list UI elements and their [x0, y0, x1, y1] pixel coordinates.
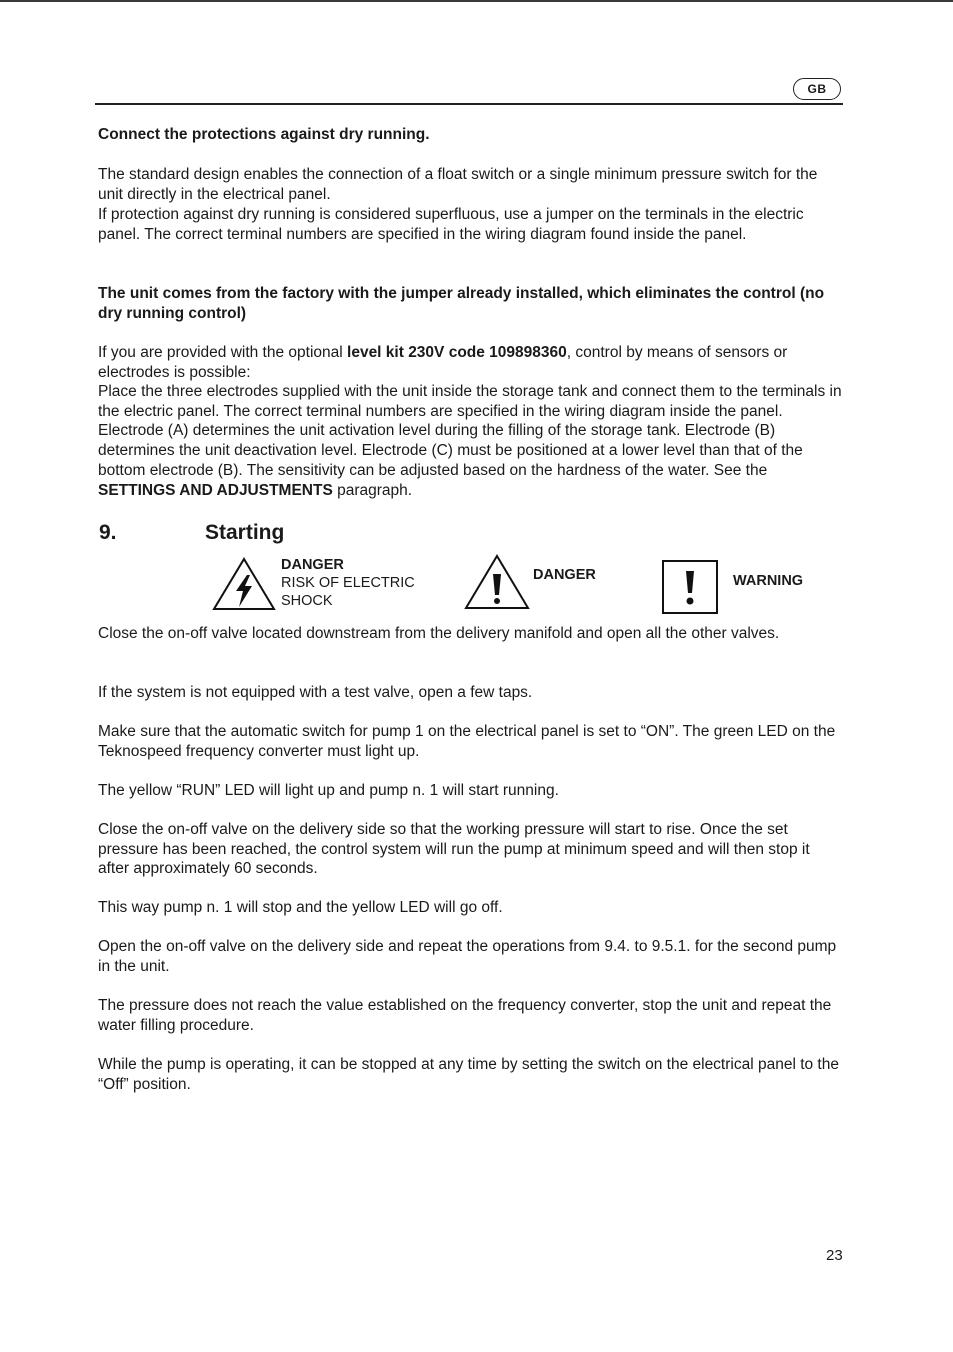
warning-label: WARNING: [733, 573, 804, 589]
starting-paragraph-3: Make sure that the automatic switch for pump 1 on the electrical panel is set to “ON”. The green LED on the Teknospeed frequency converter must light up.: [98, 723, 836, 760]
starting-paragraph-5: Close the on-off valve on the delivery side so that the working pressure will start to rise. Once the set pressure has been reached, the control system will run the pump at minimum speed and will then stop it after approximately 60 seconds.: [98, 821, 810, 878]
top-edge-rule: [0, 0, 953, 2]
warning-box-icon: [662, 560, 718, 614]
section-title: Starting: [205, 521, 285, 544]
level-kit-code: level kit 230V code 109898360: [347, 344, 567, 361]
language-badge: GB: [793, 78, 841, 100]
protection-paragraph-1: The standard design enables the connection of a float switch or a single minimum pressure switch for the unit directly in the electrical panel.: [98, 166, 818, 203]
level-kit-text-pre: If you are provided with the optional: [98, 344, 348, 361]
page-number: 23: [826, 1247, 843, 1264]
starting-paragraph-2: If the system is not equipped with a test valve, open a few taps.: [98, 684, 533, 701]
electrodes-text-end: paragraph.: [332, 481, 413, 499]
header-rule: [95, 103, 843, 105]
electrodes-paragraph: [98, 382, 843, 500]
electric-shock-danger-word: DANGER: [281, 557, 344, 573]
electric-shock-warning-icon: [212, 556, 276, 612]
starting-paragraph-1: Close the on-off valve located downstream from the delivery manifold and open all the other valves.: [98, 625, 780, 642]
protection-paragraph-2: If protection against dry running is considered superfluous, use a jumper on the terminals in the electric panel. The correct terminal numbers are specified in the wiring diagram found inside the panel.: [98, 206, 804, 243]
starting-paragraph-4: The yellow “RUN” LED will light up and pump n. 1 will start running.: [98, 782, 559, 799]
starting-paragraph-6: This way pump n. 1 will stop and the yellow LED will go off.: [98, 899, 503, 916]
factory-jumper-note: The unit comes from the factory with the jumper already installed, which eliminates the control (no dry running control): [98, 285, 825, 322]
starting-paragraph-7: Open the on-off valve on the delivery side and repeat the operations from 9.4. to 9.5.1. for the second pump in the unit.: [98, 938, 837, 975]
level-kit-text-post: , control by means of sensors or electrodes is possible:: [98, 344, 788, 381]
level-kit-paragraph: [98, 343, 843, 382]
starting-paragraph-9: While the pump is operating, it can be stopped at any time by setting the switch on the electrical panel to the “Off” position.: [98, 1056, 839, 1093]
danger-exclamation-icon: [464, 553, 530, 611]
electric-shock-line-2: RISK OF ELECTRIC: [281, 575, 415, 591]
danger-label: DANGER: [533, 567, 596, 583]
starting-paragraph-8: The pressure does not reach the value established on the frequency converter, stop the unit and repeat the water filling procedure.: [98, 997, 832, 1034]
electric-shock-line-3: SHOCK: [281, 593, 333, 609]
protection-heading: Connect the protections against dry running.: [98, 126, 430, 143]
settings-reference: SETTINGS AND ADJUSTMENTS: [98, 481, 333, 499]
electrodes-text: Place the three electrodes supplied with the unit inside the storage tank and connect them to the terminals in the electric panel. The correct terminal numbers are specified in the wiring diagram inside the panel. Electrode (A) determines the unit activation level during the filling of the storage tank. Electrode (B) determines the unit deactivation level. Electrode (C) must be positioned at a lower level than that of the bottom electrode (B). The sensitivity can be adjusted based on the hardness of the water. See the: [98, 383, 842, 479]
electric-shock-label: [281, 556, 415, 610]
section-number: 9.: [99, 521, 117, 544]
